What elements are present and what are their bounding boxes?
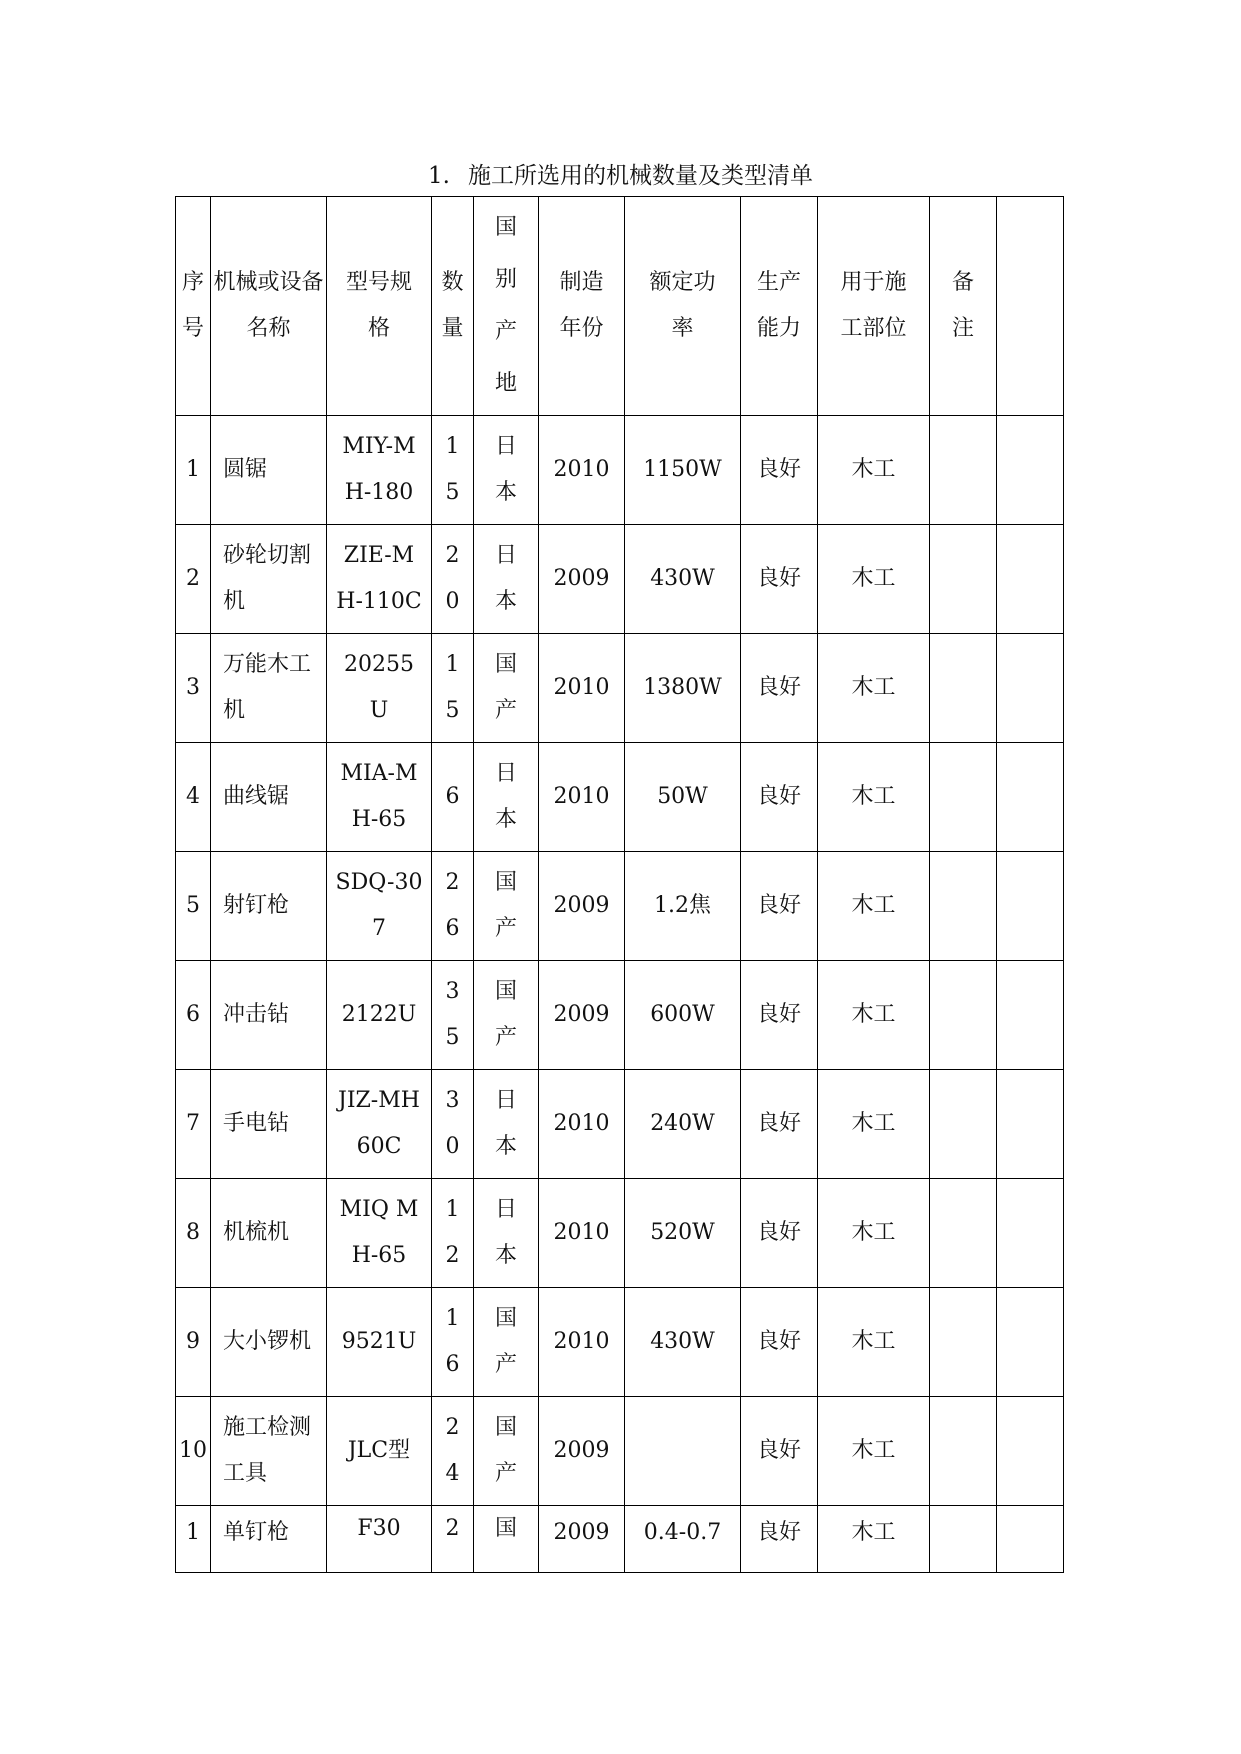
title-number: 1.	[428, 163, 450, 189]
cell-year: 2009	[539, 525, 625, 634]
cell-quantity: 15	[432, 634, 474, 743]
cell-seq: 1	[176, 416, 211, 525]
cell-origin: 国	[474, 1506, 539, 1573]
cell-extra	[997, 1179, 1064, 1288]
cell-quantity: 6	[432, 743, 474, 852]
cell-year: 2009	[539, 1397, 625, 1506]
cell-usage: 木工	[818, 743, 930, 852]
cell-capacity: 良好	[741, 634, 818, 743]
cell-power: 1150W	[625, 416, 741, 525]
cell-origin: 日本	[474, 1070, 539, 1179]
cell-usage: 木工	[818, 525, 930, 634]
cell-seq: 5	[176, 852, 211, 961]
cell-capacity: 良好	[741, 1506, 818, 1573]
header-cell-remarks: 备注	[930, 197, 997, 416]
cell-origin: 国产	[474, 634, 539, 743]
cell-remarks	[930, 1179, 997, 1288]
cell-quantity: 26	[432, 852, 474, 961]
cell-model: JLC型	[327, 1397, 432, 1506]
cell-model: 9521U	[327, 1288, 432, 1397]
machinery-table	[175, 196, 1064, 1573]
cell-usage: 木工	[818, 1288, 930, 1397]
header-cell-power: 额定功率	[625, 197, 741, 416]
cell-power	[625, 1397, 741, 1506]
cell-remarks	[930, 1070, 997, 1179]
cell-quantity: 30	[432, 1070, 474, 1179]
cell-model: MIY-MH-180	[327, 416, 432, 525]
cell-power: 430W	[625, 525, 741, 634]
cell-remarks	[930, 634, 997, 743]
cell-quantity: 35	[432, 961, 474, 1070]
cell-seq: 8	[176, 1179, 211, 1288]
cell-usage: 木工	[818, 1397, 930, 1506]
cell-seq: 6	[176, 961, 211, 1070]
cell-usage: 木工	[818, 852, 930, 961]
cell-remarks	[930, 852, 997, 961]
cell-extra	[997, 743, 1064, 852]
table-row	[176, 416, 1064, 525]
cell-year: 2009	[539, 961, 625, 1070]
cell-year: 2009	[539, 1506, 625, 1573]
cell-usage: 木工	[818, 1179, 930, 1288]
cell-seq: 4	[176, 743, 211, 852]
header-cell-quantity: 数量	[432, 197, 474, 416]
cell-quantity: 24	[432, 1397, 474, 1506]
cell-capacity: 良好	[741, 961, 818, 1070]
cell-usage: 木工	[818, 961, 930, 1070]
cell-remarks	[930, 961, 997, 1070]
cell-power: 240W	[625, 1070, 741, 1179]
cell-extra	[997, 634, 1064, 743]
cell-extra	[997, 525, 1064, 634]
cell-origin: 日本	[474, 743, 539, 852]
cell-model: JIZ-MH 60C	[327, 1070, 432, 1179]
cell-year: 2010	[539, 1070, 625, 1179]
cell-remarks	[930, 525, 997, 634]
cell-year: 2010	[539, 743, 625, 852]
cell-name: 万能木工机	[211, 634, 327, 743]
header-cell-usage: 用于施工部位	[818, 197, 930, 416]
cell-remarks	[930, 416, 997, 525]
cell-capacity: 良好	[741, 416, 818, 525]
table-row	[176, 634, 1064, 743]
cell-capacity: 良好	[741, 743, 818, 852]
cell-seq: 2	[176, 525, 211, 634]
cell-remarks	[930, 1288, 997, 1397]
cell-power: 1380W	[625, 634, 741, 743]
cell-usage: 木工	[818, 634, 930, 743]
table-row	[176, 961, 1064, 1070]
cell-extra	[997, 1506, 1064, 1573]
document-title	[0, 160, 1241, 192]
table-row	[176, 1070, 1064, 1179]
cell-year: 2009	[539, 852, 625, 961]
cell-quantity: 2	[432, 1506, 474, 1573]
cell-origin: 国产	[474, 852, 539, 961]
header-cell-extra	[997, 197, 1064, 416]
cell-capacity: 良好	[741, 1070, 818, 1179]
cell-name: 机梳机	[211, 1179, 327, 1288]
table-row	[176, 525, 1064, 634]
cell-seq: 10	[176, 1397, 211, 1506]
cell-origin: 国产	[474, 1397, 539, 1506]
cell-origin: 日本	[474, 1179, 539, 1288]
cell-power: 1.2焦	[625, 852, 741, 961]
cell-extra	[997, 1288, 1064, 1397]
cell-origin: 日本	[474, 416, 539, 525]
cell-usage: 木工	[818, 416, 930, 525]
cell-model: 20255U	[327, 634, 432, 743]
cell-capacity: 良好	[741, 525, 818, 634]
title-text: 施工所选用的机械数量及类型清单	[467, 163, 813, 189]
cell-name: 射钉枪	[211, 852, 327, 961]
cell-name: 圆锯	[211, 416, 327, 525]
cell-power: 50W	[625, 743, 741, 852]
header-cell-capacity: 生产能力	[741, 197, 818, 416]
header-cell-model: 型号规格	[327, 197, 432, 416]
cell-year: 2010	[539, 1288, 625, 1397]
cell-year: 2010	[539, 1179, 625, 1288]
table-row	[176, 1288, 1064, 1397]
cell-seq: 1	[176, 1506, 211, 1573]
cell-year: 2010	[539, 634, 625, 743]
cell-extra	[997, 1070, 1064, 1179]
cell-extra	[997, 416, 1064, 525]
table-row	[176, 1506, 1064, 1573]
cell-name: 砂轮切割机	[211, 525, 327, 634]
table-row	[176, 1397, 1064, 1506]
cell-model: ZIE-MH-110C	[327, 525, 432, 634]
cell-capacity: 良好	[741, 1288, 818, 1397]
cell-capacity: 良好	[741, 852, 818, 961]
cell-seq: 9	[176, 1288, 211, 1397]
cell-quantity: 20	[432, 525, 474, 634]
cell-capacity: 良好	[741, 1179, 818, 1288]
cell-extra	[997, 852, 1064, 961]
header-cell-seq: 序号	[176, 197, 211, 416]
cell-name: 冲击钻	[211, 961, 327, 1070]
cell-name: 大小锣机	[211, 1288, 327, 1397]
cell-seq: 3	[176, 634, 211, 743]
cell-origin: 国产	[474, 961, 539, 1070]
cell-model: 2122U	[327, 961, 432, 1070]
cell-quantity: 16	[432, 1288, 474, 1397]
cell-origin: 国产	[474, 1288, 539, 1397]
cell-year: 2010	[539, 416, 625, 525]
cell-name: 施工检测工具	[211, 1397, 327, 1506]
cell-extra	[997, 1397, 1064, 1506]
cell-model: MIQ MH-65	[327, 1179, 432, 1288]
cell-seq: 7	[176, 1070, 211, 1179]
cell-quantity: 12	[432, 1179, 474, 1288]
cell-model: MIA-MH-65	[327, 743, 432, 852]
header-cell-origin: 国别产地	[474, 197, 539, 416]
cell-remarks	[930, 743, 997, 852]
cell-name: 单钉枪	[211, 1506, 327, 1573]
header-cell-year: 制造年份	[539, 197, 625, 416]
table-row	[176, 1179, 1064, 1288]
cell-remarks	[930, 1397, 997, 1506]
cell-power: 600W	[625, 961, 741, 1070]
header-cell-name: 机械或设备名称	[211, 197, 327, 416]
cell-remarks	[930, 1506, 997, 1573]
cell-power: 0.4-0.7	[625, 1506, 741, 1573]
cell-usage: 木工	[818, 1506, 930, 1573]
cell-model: F30	[327, 1506, 432, 1573]
cell-quantity: 15	[432, 416, 474, 525]
table-header-row	[176, 197, 1064, 416]
cell-model: SDQ-307	[327, 852, 432, 961]
cell-power: 430W	[625, 1288, 741, 1397]
table-row	[176, 743, 1064, 852]
table-row	[176, 852, 1064, 961]
cell-capacity: 良好	[741, 1397, 818, 1506]
cell-origin: 日本	[474, 525, 539, 634]
cell-usage: 木工	[818, 1070, 930, 1179]
cell-name: 曲线锯	[211, 743, 327, 852]
cell-power: 520W	[625, 1179, 741, 1288]
cell-name: 手电钻	[211, 1070, 327, 1179]
cell-extra	[997, 961, 1064, 1070]
